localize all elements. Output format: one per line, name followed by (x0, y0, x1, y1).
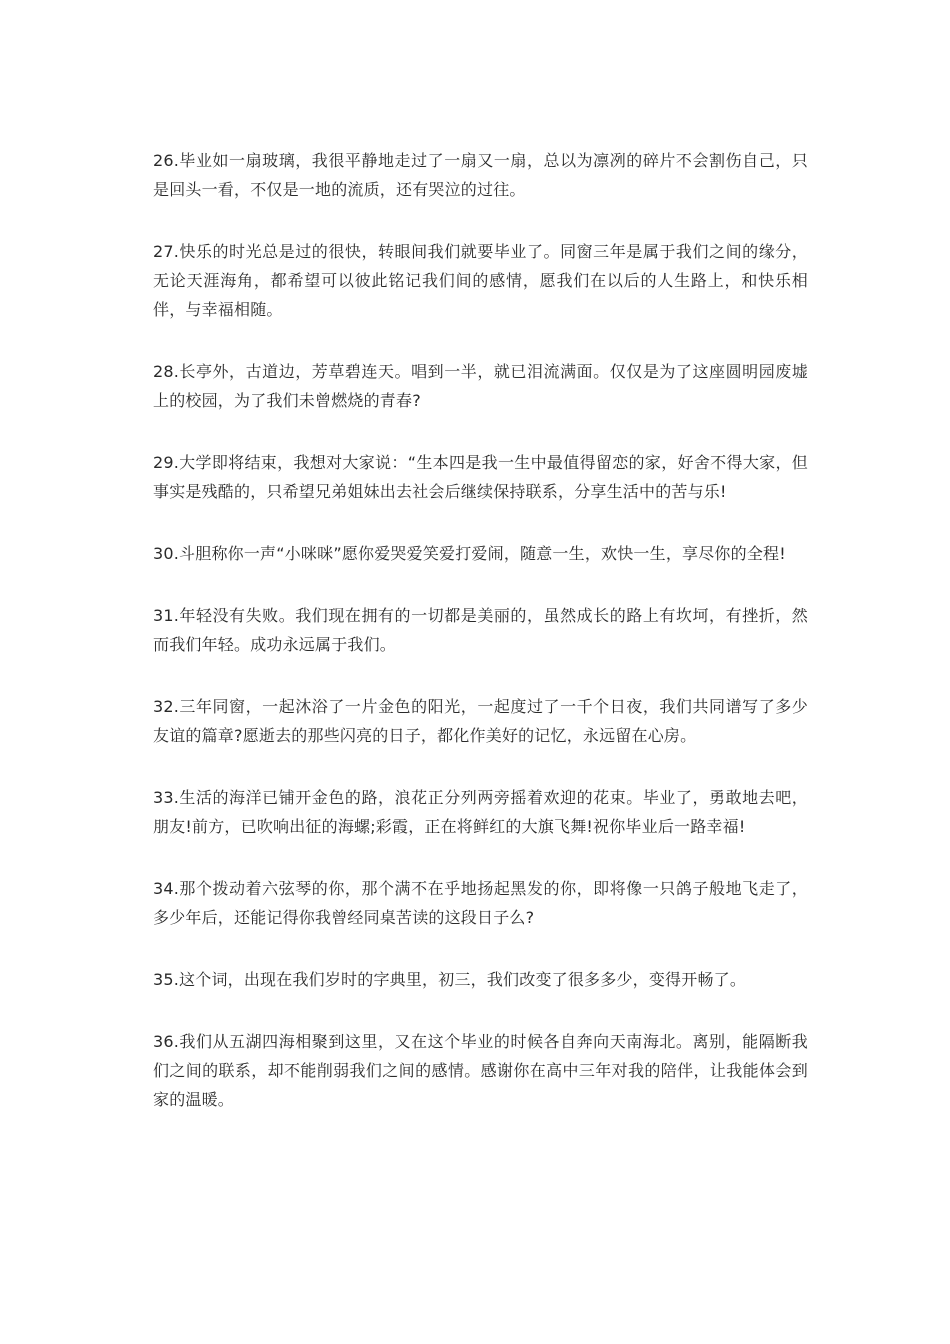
paragraph-33: 33.生活的海洋已铺开金色的路，浪花正分列两旁摇着欢迎的花束。毕业了，勇敢地去吧，朋友!前方，已吹响出征的海螺;彩霞，正在将鲜红的大旗飞舞!祝你毕业后一路幸福! (153, 788, 808, 836)
paragraph-36: 36.我们从五湖四海相聚到这里，又在这个毕业的时候各自奔向天南海北。离别，能隔断我们之间的联系，却不能削弱我们之间的感情。感谢你在高中三年对我的陪伴，让我能体会到家的温暖。 (153, 1032, 808, 1109)
paragraph-32: 32.三年同窗，一起沐浴了一片金色的阳光，一起度过了一千个日夜，我们共同谱写了多少友谊的篇章?愿逝去的那些闪亮的日子，都化作美好的记忆，永远留在心房。 (153, 697, 808, 745)
paragraph-28: 28.长亭外，古道边，芳草碧连天。唱到一半，就已泪流满面。仅仅是为了这座圆明园废墟上的校园，为了我们未曾燃烧的青春? (153, 362, 808, 410)
paragraph-27: 27.快乐的时光总是过的很快，转眼间我们就要毕业了。同窗三年是属于我们之间的缘分，无论天涯海角，都希望可以彼此铭记我们间的感情，愿我们在以后的人生路上，和快乐相伴，与幸福相随。 (153, 242, 808, 319)
paragraph-29: 29.大学即将结束，我想对大家说：“生本四是我一生中最值得留恋的家，好舍不得大家，但事实是残酷的，只希望兄弟姐妹出去社会后继续保持联系，分享生活中的苦与乐! (153, 453, 808, 501)
paragraph-31: 31.年轻没有失败。我们现在拥有的一切都是美丽的，虽然成长的路上有坎坷，有挫折，然而我们年轻。成功永远属于我们。 (153, 606, 808, 654)
paragraph-34: 34.那个拨动着六弦琴的你，那个满不在乎地扬起黑发的你，即将像一只鸽子般地飞走了，多少年后，还能记得你我曾经同桌苦读的这段日子么? (153, 879, 808, 927)
document-body (153, 146, 808, 1147)
paragraph-35: 35.这个词，出现在我们岁时的字典里，初三，我们改变了很多多少，变得开畅了。 (153, 970, 747, 989)
paragraph-26: 26.毕业如一扇玻璃，我很平静地走过了一扇又一扇，总以为凛冽的碎片不会割伤自己，只是回头一看，不仅是一地的流质，还有哭泣的过往。 (153, 151, 808, 199)
paragraph-30: 30.斗胆称你一声“小咪咪”愿你爱哭爱笑爱打爱闹，随意一生，欢快一生，享尽你的全程! (153, 544, 786, 563)
